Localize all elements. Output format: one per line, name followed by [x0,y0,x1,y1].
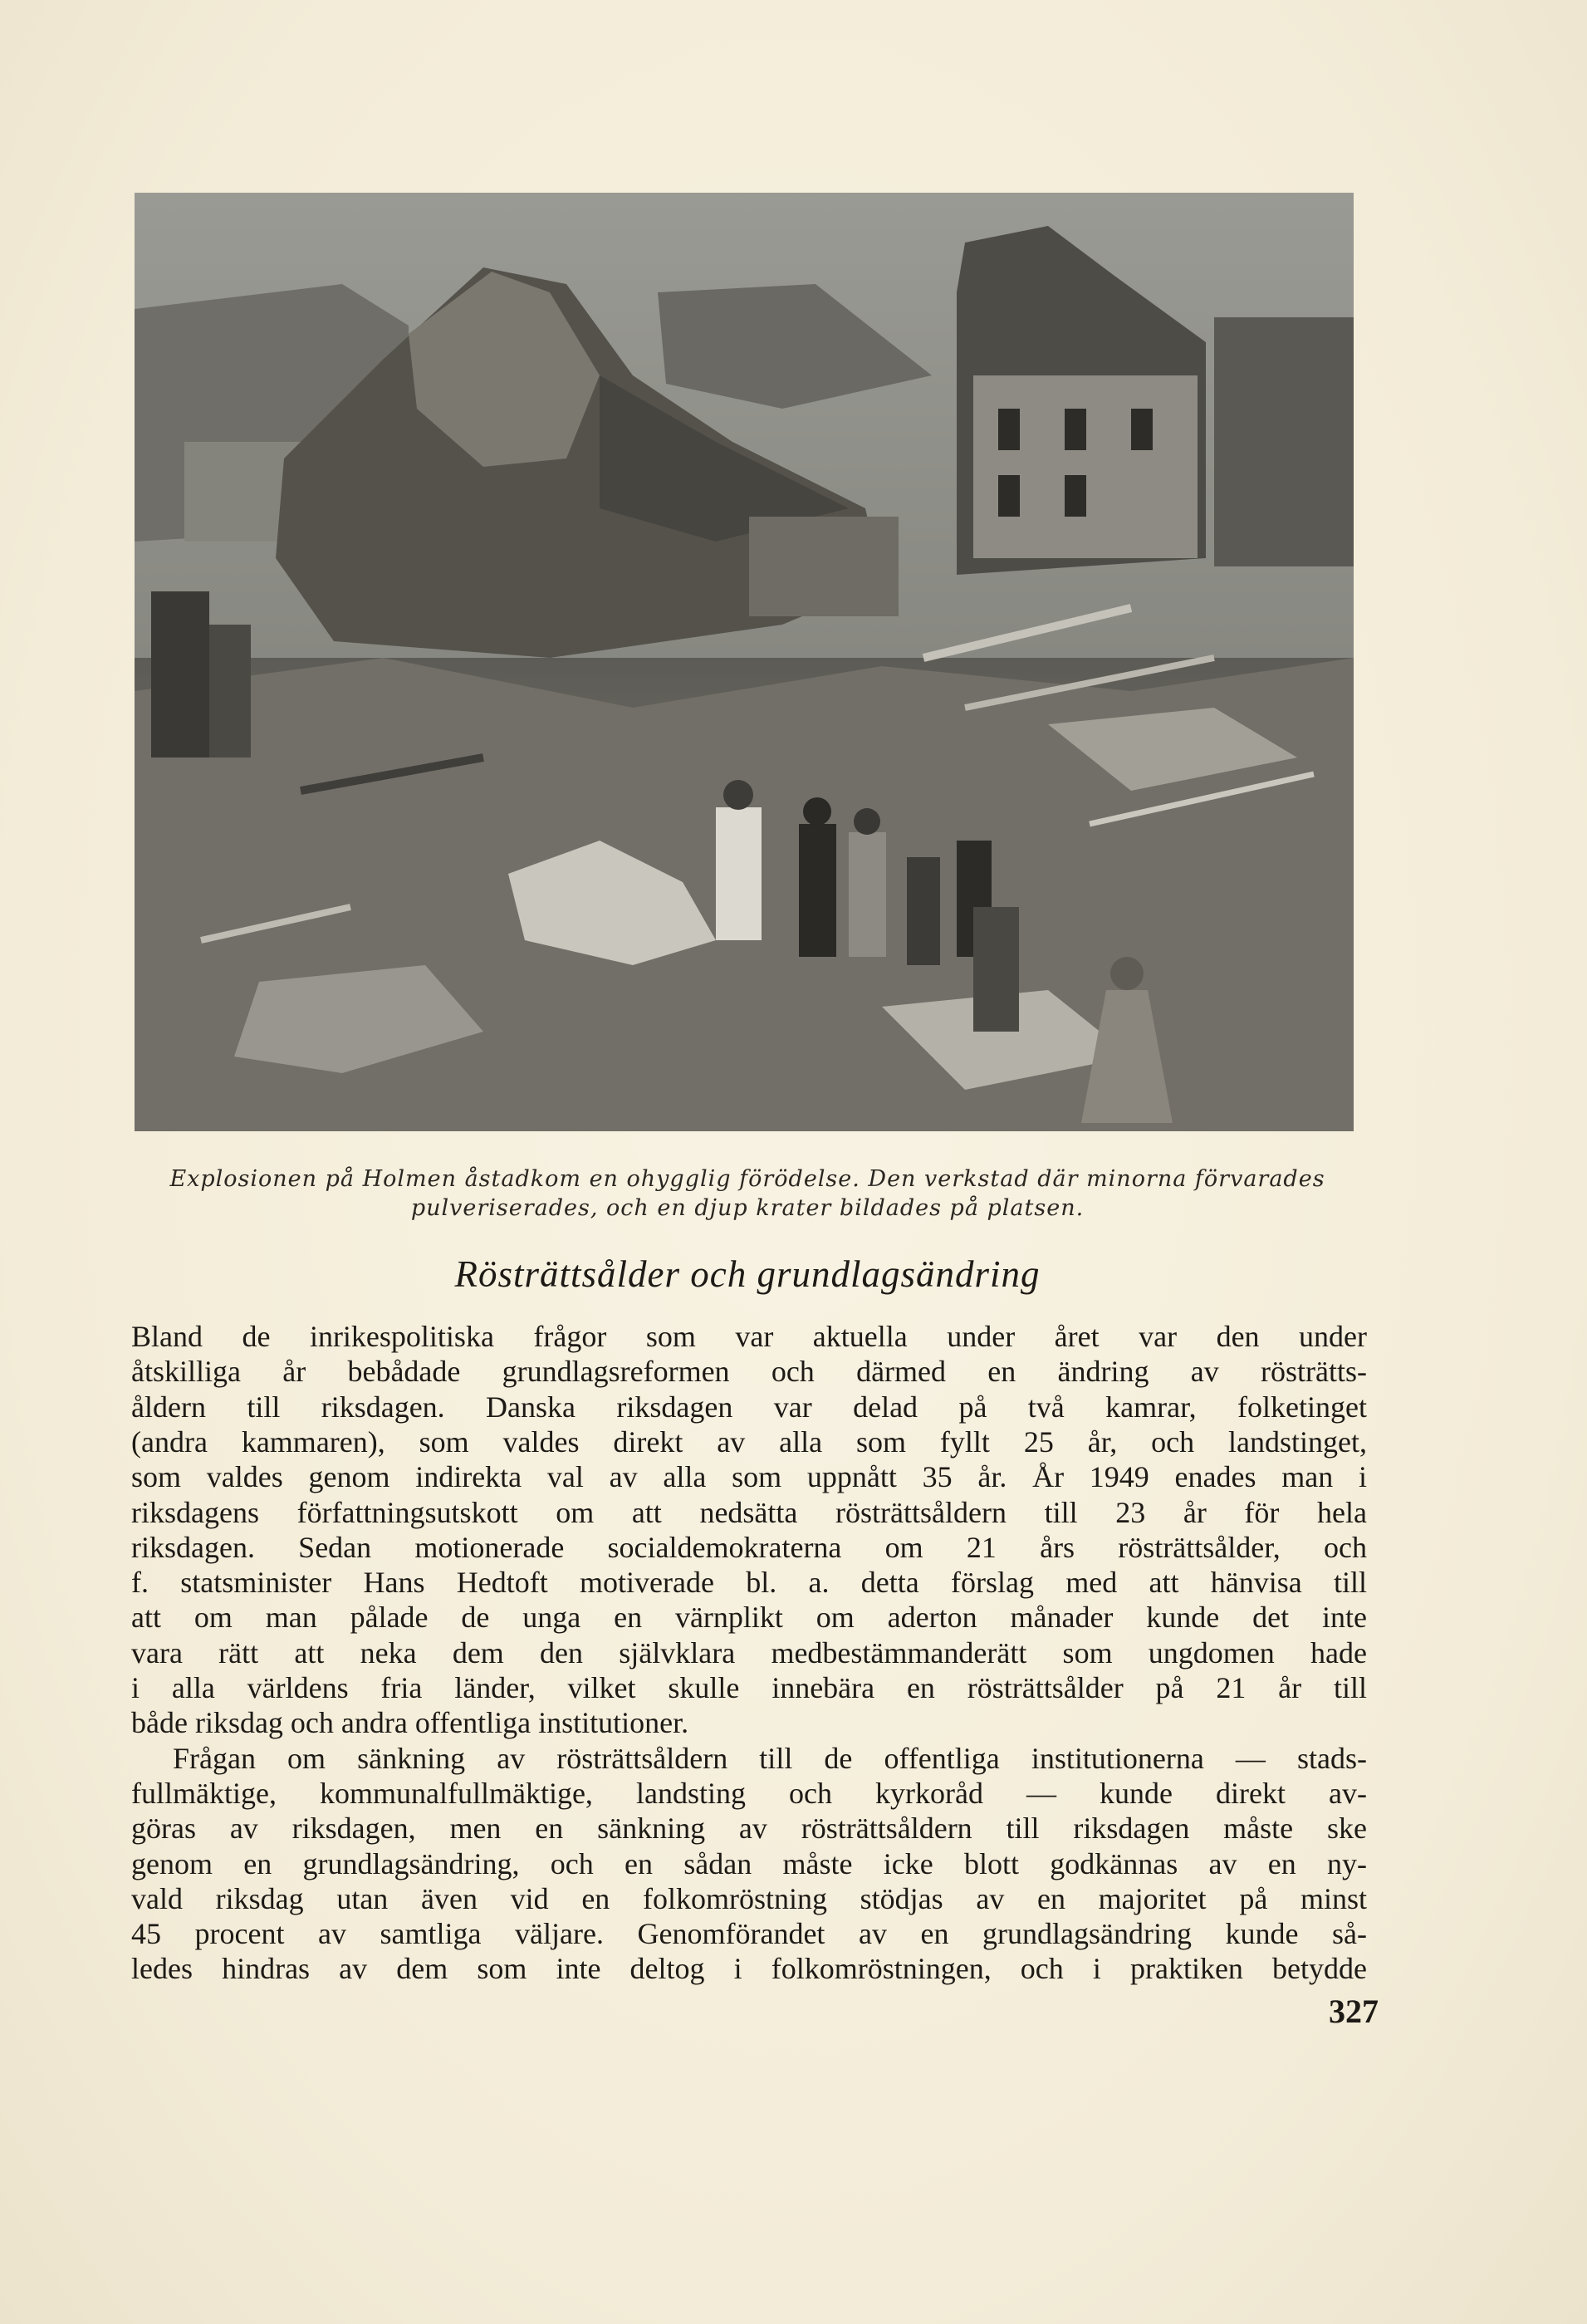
text-line: både riksdag och andra offentliga institutioner. [131,1706,689,1740]
caption-line-2: pulveriserades, och en djup krater bildades på platsen. [410,1195,1085,1221]
text-line: Frågan om sänkning av rösträttsåldern till de offentliga institutionerna — stads- [173,1741,1367,1775]
text-line: vald riksdag utan även vid en folkomröstning stödjas av en majoritet på minst [131,1881,1367,1915]
ruins-photo-illustration [135,193,1354,1131]
text-line: fullmäktige, kommunalfullmäktige, landsting och kyrkoråd — kunde direkt av- [131,1776,1367,1810]
text-line: att om man pålade de unga en värnplikt om aderton månader kunde det inte [131,1601,1367,1635]
text-line: ledes hindras av dem som inte deltog i folkomröstningen, och i praktiken betydde [131,1952,1367,1986]
text-line: riksdagen. Sedan motionerade socialdemokraterna om 21 års rösträttsålder, och [131,1530,1367,1564]
text-line: åldern till riksdagen. Danska riksdagen var delad på två kamrar, folketinget [131,1390,1367,1424]
text-line: vara rätt att neka dem den självklara medbestämmanderätt som ungdomen hade [131,1635,1367,1669]
text-line: f. statsminister Hans Hedtoft motiverade bl. a. detta förslag med att hänvisa till [131,1566,1367,1600]
text-line: Bland de inrikespolitiska frågor som var aktuella under året var den under [131,1320,1367,1353]
text-line: i alla världens fria länder, vilket skulle innebära en rösträttsålder på 21 år till [131,1671,1367,1704]
photo-explosion-ruins [135,193,1354,1131]
section-heading: Rösträttsålder och grundlagsändring [454,1253,1041,1295]
text-line: göras av riksdagen, men en sänkning av rösträttsåldern till riksdagen måste ske [131,1812,1367,1846]
text-line: riksdagens författningsutskott om att nedsätta rösträttsåldern till 23 år för hela [131,1495,1367,1529]
text-line: som valdes genom indirekta val av alla som uppnått 35 år. År 1949 enades man i [131,1460,1367,1494]
photo-caption [125,1164,1370,1223]
caption-line-1: Explosionen på Holmen åstadkom en ohygglig förödelse. Den verkstad där minorna förvarades [169,1166,1325,1192]
text-line: genom en grundlagsändring, och en sådan måste icke blott godkännas av en ny- [131,1846,1367,1880]
text-line: (andra kammaren), som valdes direkt av alla som fyllt 25 år, och landstinget, [131,1424,1367,1459]
text-line: 45 procent av samtliga väljare. Genomförandet av en grundlagsändring kunde så- [131,1917,1367,1951]
text-line: åtskilliga år bebådade grundlagsreformen och därmed en ändring av rösträtts- [131,1355,1367,1389]
page-number: 327 [1329,1993,1379,2030]
